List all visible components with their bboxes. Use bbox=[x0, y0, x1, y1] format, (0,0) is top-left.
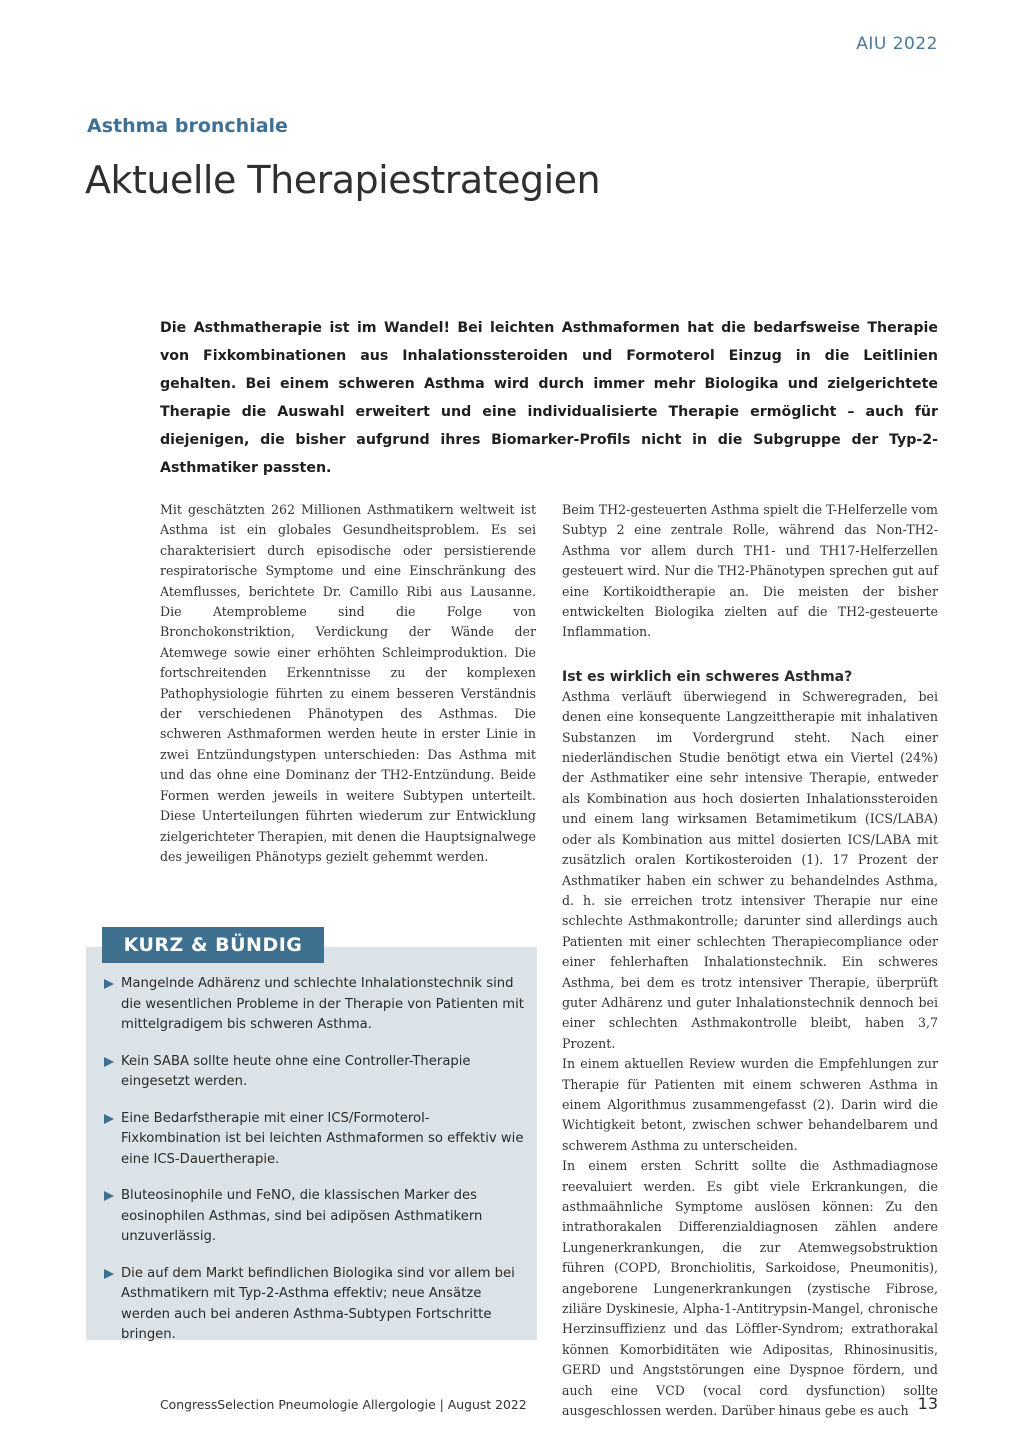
body-paragraph: Asthma verläuft überwiegend in Schweregraden, bei denen eine konsequente Langzeittherapie mit inhalativen Substanzen im Vordergrund steht. Nach einer niederländischen Studie benötigt etwa ein Viertel (24%) der Asthmatiker eine sehr intensive Therapie, entweder als Kombination aus hoch dosierten Inhalationssteroiden und einem lang wirksamen Betamimetikum (ICS/LABA) oder als Kombination aus mittel dosierten ICS/LABA mit zusätzlich oralen Kortikosteroiden (1). 17 Prozent der Asthmatiker haben ein schwer zu behandelndes Asthma, d. h. sie erreichen trotz intensiver Therapie nur eine schlechte Asthmakontrolle; darunter sind allerdings auch Patienten mit einer schlechten Therapiecompliance oder einer fehlerhaften Inhalationstechnik. Ein schweres Asthma, bei dem es trotz intensiver Therapie, überprüft guter Adhärenz und guter Inhalationstechnik dennoch bei einer schlechten Asthmakontrolle bleibt, haben 3,7 Prozent. bbox=[562, 688, 938, 1051]
summary-item-text: Mangelnde Adhärenz und schlechte Inhalationstechnik sind die wesentlichen Probleme in der Therapie von Patienten mit mittelgradigem bis schweren Asthma. bbox=[121, 976, 524, 1032]
summary-list-item bbox=[104, 974, 528, 1036]
summary-list bbox=[104, 974, 528, 1362]
summary-list-item bbox=[104, 1264, 528, 1346]
arrow-right-icon bbox=[104, 979, 114, 989]
summary-item-text: Eine Bedarfstherapie mit einer ICS/Formoterol-Fixkombination ist bei leichten Asthmaformen so effektiv wie eine ICS-Dauertherapie. bbox=[121, 1110, 524, 1167]
page-number: 13 bbox=[917, 1394, 938, 1413]
journal-tag: AIU 2022 bbox=[856, 34, 938, 54]
body-paragraph: Beim TH2-gesteuerten Asthma spielt die T-Helferzelle vom Subtyp 2 eine zentrale Rolle, während das Non-TH2-Asthma vor allem durch TH1- und TH17-Helferzellen gesteuert wird. Nur die TH2-Phänotypen sprechen gut auf eine Kortikoidtherapie an. Die meisten der bisher entwickelten Biologika zielten auf die TH2-gesteuerte Inflammation. bbox=[562, 502, 938, 640]
summary-list-item bbox=[104, 1052, 528, 1093]
footer-publication: CongressSelection Pneumologie Allergologie | August 2022 bbox=[160, 1397, 527, 1412]
summary-list-item bbox=[104, 1109, 528, 1171]
arrow-right-icon bbox=[104, 1269, 114, 1279]
summary-item-text: Kein SABA sollte heute ohne eine Controller-Therapie eingesetzt werden. bbox=[121, 1053, 471, 1089]
article-kicker: Asthma bronchiale bbox=[87, 115, 288, 137]
body-left-column: Mit geschätzten 262 Millionen Asthmatikern weltweit ist Asthma ist ein globales Gesundheitsproblem. Es sei charakterisiert durch episodische oder persistierende respiratorische Symptome und eine Einschränkung des Atemflusses, berichtete Dr. Camillo Ribi aus Lausanne. Die Atemprobleme sind die Folge von Bronchokonstriktion, Verdickung der Wände der Atemwege sowie einer erhöhten Schleimproduktion. Die fortschreitenden Erkenntnisse zu der komplexen Pathophysiologie führten zu einem besseren Verständnis der verschiedenen Phänotypen des Asthmas. Die schweren Asthmaformen werden heute in erster Linie in zwei Entzündungstypen unterschieden: Das Asthma mit und das ohne eine Dominanz der TH2-Entzündung. Beide Formen werden jeweils in weitere Subtypen unterteilt. Diese Unterteilungen führten wiederum zur Entwicklung zielgerichteter Therapien, mit denen die Hauptsignalwege des jeweiligen Phänotyps gezielt gehemmt werden. bbox=[160, 502, 536, 864]
section-heading: Ist es wirklich ein schweres Asthma? bbox=[562, 668, 853, 685]
arrow-right-icon bbox=[104, 1114, 114, 1124]
body-right-column bbox=[562, 500, 938, 1421]
arrow-right-icon bbox=[104, 1057, 114, 1067]
article-lead: Die Asthmatherapie ist im Wandel! Bei leichten Asthmaformen hat die bedarfsweise Therapie von Fixkombinationen aus Inhalationssteroiden und Formoterol Einzug in die Leitlinien gehalten. Bei einem schweren Asthma wird durch immer mehr Biologika und zielgerichtete Therapie die Auswahl erweitert und eine individualisierte Therapie ermöglicht – auch für diejenigen, die bisher aufgrund ihres Biomarker-Profils nicht in die Subgruppe der Typ-2-Asthmatiker passten. bbox=[160, 320, 938, 476]
body-paragraph: In einem ersten Schritt sollte die Asthmadiagnose reevaluiert werden. Es gibt viele Erkrankungen, die asthmaähnliche Symptome auslösen können: Zu den intrathorakalen Differenzialdiagnosen zählen andere Lungenerkrankungen, die zur Atemwegsobstruktion führen (COPD, Bronchiolitis, Sarkoidose, Pneumonitis), angeborene Lungenerkrankungen (zystische Fibrose, ziliäre Dyskinesie, Alpha-1-Antitrypsin-Mangel, chronische Herzinsuffizienz und das Löffler-Syndrom; extrathorakal können Komorbiditäten wie Adipositas, Rhinosinusitis, GERD und Angststörungen eine Dyspnoe fördern, und auch eine VCD (vocal cord dysfunction) sollte ausgeschlossen werden. Darüber hinaus gebe es auch bbox=[562, 1158, 938, 1419]
article-title: Aktuelle Therapiestrategien bbox=[85, 158, 601, 202]
body-paragraph: In einem aktuellen Review wurden die Empfehlungen zur Therapie für Patienten mit einem schweren Asthma in einem Algorithmus zusammengefasst (2). Darin wird die Wichtigkeit betont, zwischen schwer behandelbarem und schwerem Asthma zu unterscheiden. bbox=[562, 1056, 938, 1153]
summary-box-title: KURZ & BÜNDIG bbox=[102, 927, 324, 963]
summary-item-text: Bluteosinophile und FeNO, die klassischen Marker des eosinophilen Asthmas, sind bei adipösen Asthmatikern unzuverlässig. bbox=[121, 1188, 483, 1244]
summary-list-item bbox=[104, 1186, 528, 1248]
arrow-right-icon bbox=[104, 1191, 114, 1201]
summary-item-text: Die auf dem Markt befindlichen Biologika sind vor allem bei Asthmatikern mit Typ-2-Asthma effektiv; neue Ansätze werden auch bei anderen Asthma-Subtypen Fortschritte bringen. bbox=[121, 1265, 515, 1342]
